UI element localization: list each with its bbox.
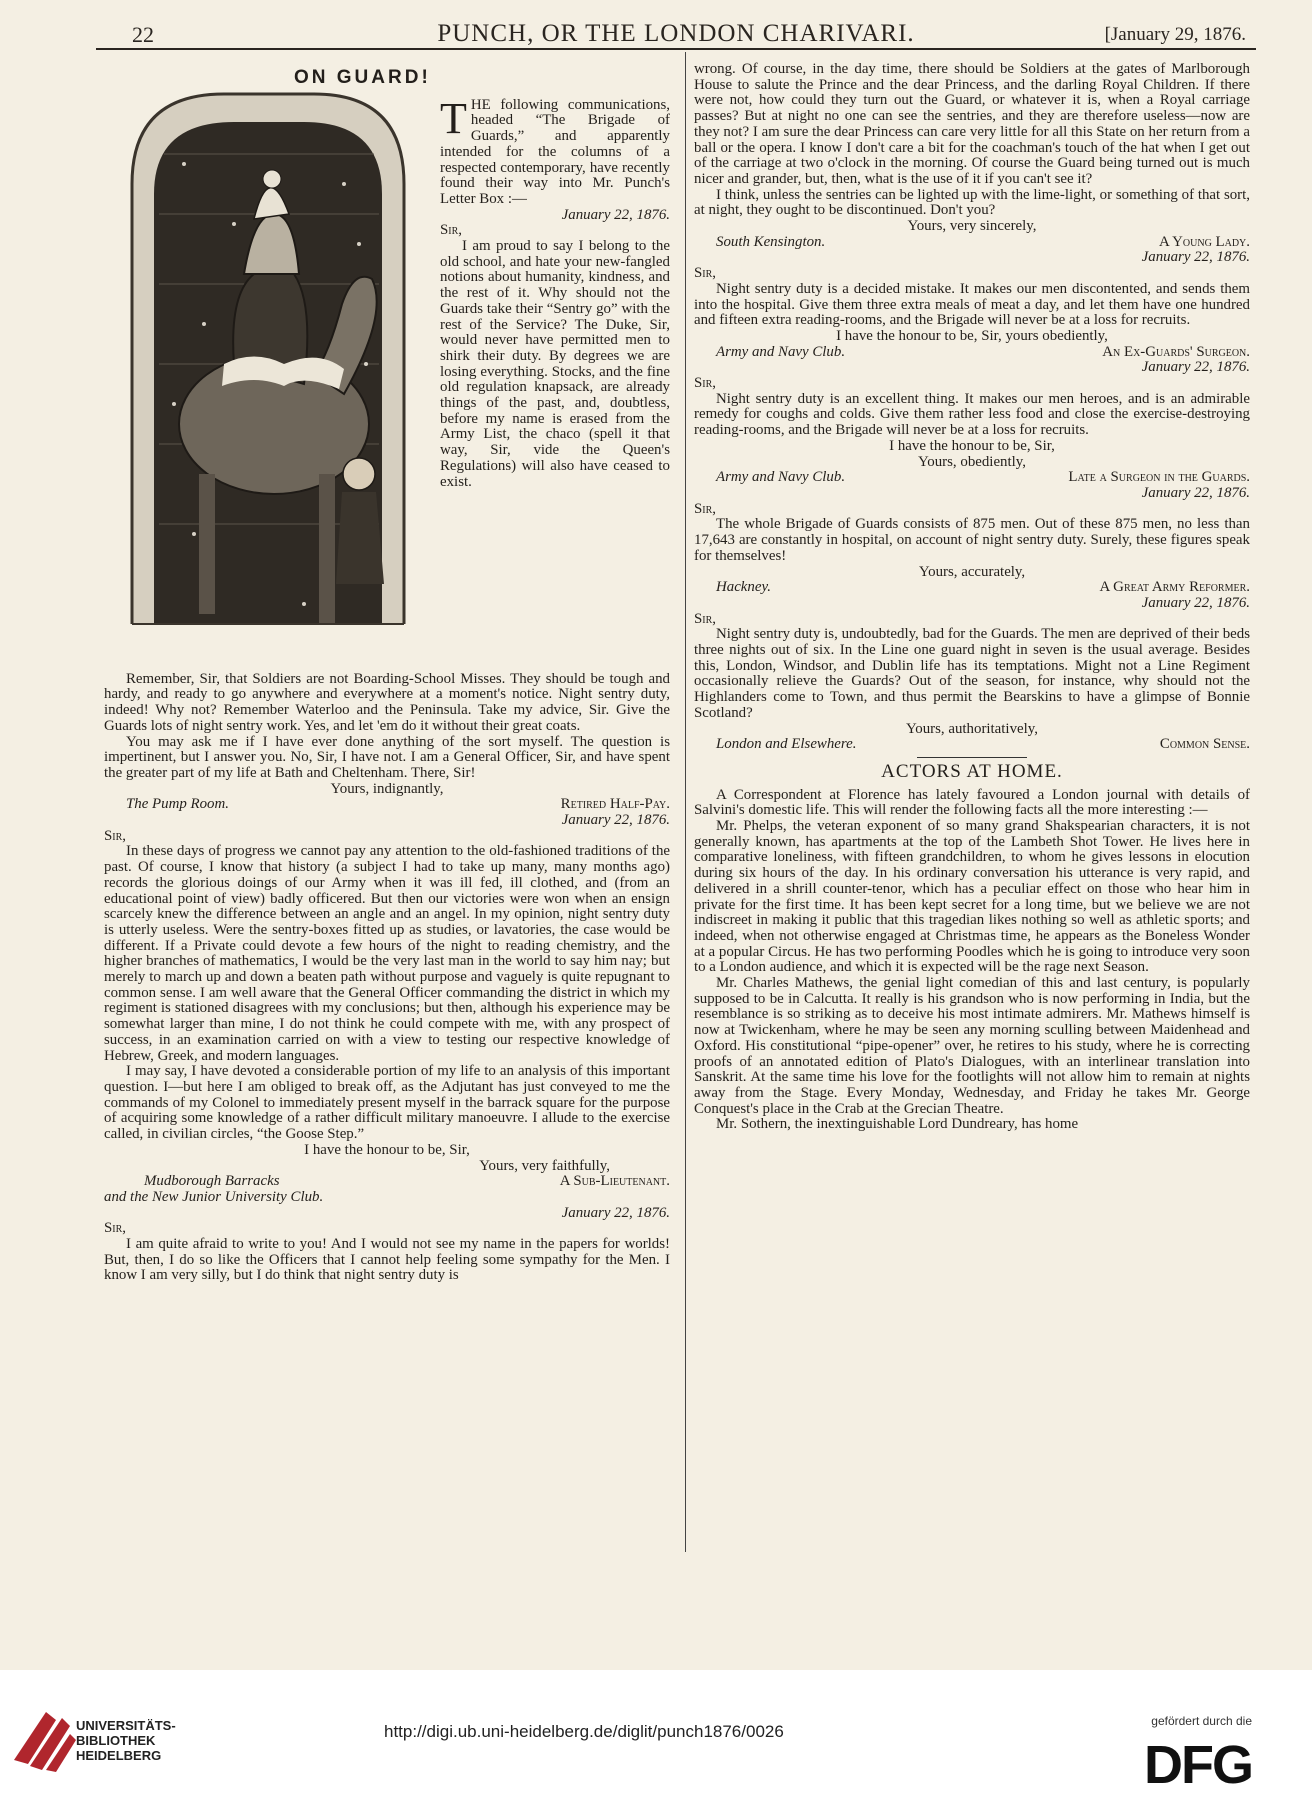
actors-paragraph-1: A Correspondent at Florence has lately favoured a London journal with details of Salvini's domestic life. This will render the following facts all the more interesting :—	[694, 786, 1250, 819]
intro-text: HE following communications, headed “The Brigade of Guards,” and apparently intended for the columns of a respected contemporary, have recently found their way into Mr. Punch's Letter Box :—	[440, 96, 670, 207]
letter1-paragraph-3: You may ask me if I have ever done anything of the sort myself. The question is impertinent, but I answer you. No, Sir, I have not. I am a General Officer, Sir, and have spent the greater part of my life at Bath and Cheltenham. There, Sir!	[104, 733, 670, 781]
letter6-signer: A Great Army Reformer.	[1099, 579, 1250, 596]
letter3-paragraph-2: I think, unless the sentries can be lighted up with the lime-light, or something of that sort, at night, they ought to be discontinued. Don't you?	[694, 186, 1250, 219]
letter3-body: I am quite afraid to write to you! And I would not see my name in the papers for worlds! But, then, I do so like the Officers that I cannot help feeling some sympathy for the Men. I know I am very silly, but I do think that night sentry duty is	[104, 1236, 670, 1284]
article-heading-on-guard: ON GUARD!	[294, 67, 431, 88]
letter2-signer: A Sub-Lieutenant.	[559, 1173, 670, 1190]
funder-label: gefördert durch die	[1151, 1714, 1252, 1728]
letter6-place: Hackney.	[716, 579, 771, 596]
actors-paragraph-3: Mr. Charles Mathews, the genial light comedian of this and last century, is popularly supposed to be in Calcutta. It really is his grandson who is now performing in India, but the resemblance is so striking as to deceive his most intimate admirers. Mr. Mathews himself is now at Twickenham, where he may be seen any morning sculling between Maidenhead and Oxford. His constitutional “pipe-opener” over, he retires to his study, where he is correcting proofs of an annotated edition of Plato's Dialogues, with an interlinear translation into Sanskrit. At the same time his love for the footlights will not allow him to remain at nights away from the Stage. Every Monday, Wednesday, and Friday he takes Mr. George Conquest's place in the Crab at the Grecian Theatre.	[694, 975, 1250, 1117]
letter5-closing-1: I have the honour to be, Sir,	[889, 437, 1055, 454]
letter2-closing-1: I have the honour to be, Sir,	[304, 1141, 470, 1158]
letter6-closing: Yours, accurately,	[918, 563, 1026, 580]
letter1-signature	[104, 797, 670, 813]
letter1-body: I am proud to say I belong to the old school, and hate your new-fangled notions about humanity, kindness, and the rest of it. Why should not the Guards take their “Sentry go” with the rest of the Service? The Duke, Sir, would never have permitted men to shirk their duty. By degrees we are losing everything. Stocks, and the fine old regulation knapsack, are already things of the past, and, doubtless, before my name is erased from the Army List, the chaco (spell it that way, Sir, vide the Queen's Regulations) will also have ceased to exist.	[440, 238, 670, 490]
letter2-place-2: and the New Junior University Club.	[104, 1188, 324, 1205]
letter6-date: January 22, 1876.	[1141, 484, 1250, 501]
digitization-footer	[0, 1670, 1312, 1797]
header-rule	[96, 48, 1256, 50]
library-name-line-2: BIBLIOTHEK	[76, 1733, 156, 1748]
letter2-body: In these days of progress we cannot pay any attention to the old-fashioned traditions of the past. Of course, I know that history (a subject I had to take up many, many months ago) records the glorious doings of our Army when it was ill fed, ill clothed, and (from an educational point of view) badly officered. But then our victories were won when an ensign scarcely knew the difference between an angle and an angel. In my opinion, night sentry duty is utterly useless. Were the sentry-boxes fitted up as studies, or lavatories, the case would be different. If a Private could devote a few hours of the night to reading chemistry, and the higher branches of mathematics, I would be the very last man in the world to say him nay; but merely to march up and down a beaten path without purpose and vaguely is quite repugnant to common sense. I am well aware that the General Officer commanding the district in which my regiment is stationed disagrees with my conclusions; but then, although his experience may be somewhat larger than mine, I do not think he could compete with me, with any prospect of success, in an examination carried on with a view to testing our respective knowledge of Hebrew, Greek, and modern languages.	[104, 843, 670, 1064]
letter1-date: January 22, 1876.	[561, 206, 670, 223]
illustration-guardsman	[104, 64, 430, 668]
letter5-signer: Late a Surgeon in the Guards.	[1068, 469, 1250, 486]
letter5-body: Night sentry duty is an excellent thing. It makes our men heroes, and is an admirable remedy for coughs and colds. Give them rather less food and close the exercise-destroying reading-rooms, and the Brigade will never be at a loss for recruits.	[694, 390, 1250, 439]
library-name-line-3: HEIDELBERG	[76, 1748, 162, 1763]
letter5-place: Army and Navy Club.	[716, 469, 846, 486]
page-header	[96, 16, 1256, 50]
funder-logo: DFG	[1144, 1735, 1252, 1795]
column-right	[694, 62, 1250, 1133]
letter1-signer: Retired Half-Pay.	[560, 796, 670, 813]
letter1-paragraph-2: Remember, Sir, that Soldiers are not Boarding-School Misses. They should be tough and hardy, and ready to go anywhere and everywhere at a moment's notice. Night sentry duty, indeed! Why not? Remember Waterloo and the Peninsula. Take my advice, Sir. Give the Guards lots of night sentry work. Yes, and let 'em do it without their great coats.	[104, 670, 670, 734]
actors-paragraph-4: Mr. Sothern, the inextinguishable Lord Dundreary, has home	[716, 1116, 1079, 1133]
letter4-signer: An Ex-Guards' Surgeon.	[1102, 343, 1250, 360]
letter4-place: Army and Navy Club.	[716, 343, 846, 360]
letter5-date: January 22, 1876.	[1141, 359, 1250, 376]
masthead-title: PUNCH, OR THE LONDON CHARIVARI.	[437, 20, 915, 47]
library-name-line-1: UNIVERSITÄTS-	[76, 1718, 176, 1733]
drop-cap: T	[440, 93, 467, 143]
letter6-body: The whole Brigade of Guards consists of 875 men. Out of these 875 men, no less than 17,643 are constantly in hospital, on account of night sentry duty. Surely, these figures speak for themselves!	[694, 516, 1250, 564]
letter1-closing: Yours, indignantly,	[330, 780, 444, 797]
letter7-closing: Yours, authoritatively,	[906, 720, 1038, 737]
letter3-closing: Yours, very sincerely,	[907, 218, 1037, 235]
letter4-signature	[694, 345, 1250, 361]
letter5-salutation: Sir,	[694, 375, 717, 392]
letter7-salutation: Sir,	[694, 610, 717, 627]
section-divider	[917, 757, 1027, 758]
letter7-place: London and Elsewhere.	[716, 736, 857, 753]
column-left	[104, 62, 670, 1284]
letter3-date: January 22, 1876.	[561, 1204, 670, 1221]
letter7-body: Night sentry duty is, undoubtedly, bad for the Guards. The men are deprived of their beds three nights out of six. In the Line one guard night in seven is the usual average. Besides this, London, Windsor, and Dublin life has its temptations. Might not a Line Regiment occasionally relieve the Guards? Out of the season, for instance, why should not the Highlanders come to Town, and thus permit the Bearskins to have a glimpse of Bonnie Scotland?	[694, 626, 1250, 721]
letter2-paragraph-2: I may say, I have devoted a considerable portion of my life to an analysis of this important question. I—but here I am obliged to break off, as the Adjutant has just conveyed to me the commands of my Colonel to immediately present myself in the barrack square for the purpose of acquiring some knowledge of a rather difficult military manoeuvre. I allude to the exercise called, in civilian circles, “the Goose Step.”	[104, 1063, 670, 1143]
letter3-signature	[694, 235, 1250, 251]
letter4-date: January 22, 1876.	[1141, 249, 1250, 266]
letter3-salutation: Sir,	[104, 1220, 127, 1237]
column-separator	[685, 52, 686, 1552]
letter3-continued: wrong. Of course, in the day time, there should be Soldiers at the gates of Marlborough House to salute the Prince and the dear Princess, and the darling Royal Children. If there were not, how could they turn out the Guard, or whatever it is, when a Royal carriage passes? But at night no one can see the sentries, and they are therefore useless—now are they not? I am sure the dear Princess can care very little for all this State on her return from a ball or the opera. I know I don't care a bit for the coachman's touch of the hat when I get out of the carriage at two o'clock in the morning. Of course the Guard being turned out is much nicer and grander, but, then, what is the use of it if you can't see it?	[694, 61, 1250, 187]
letter7-date: January 22, 1876.	[1141, 594, 1250, 611]
article-heading-actors-at-home: ACTORS AT HOME.	[881, 760, 1063, 782]
letter7-signer: Common Sense.	[1159, 736, 1250, 753]
letter4-closing: I have the honour to be, Sir, yours obediently,	[836, 327, 1108, 344]
letter4-body: Night sentry duty is a decided mistake. It makes our men discontented, and sends them into the hospital. Give them three extra meals of meat a day, and let them have one hundred and fifteen extra reading-rooms, and the Brigade will never be at a loss for recruits.	[694, 280, 1250, 329]
letter3-place: South Kensington.	[716, 233, 826, 250]
library-name	[76, 1718, 176, 1763]
source-url-link[interactable]: http://digi.ub.uni-heidelberg.de/diglit/punch1876/0026	[384, 1722, 784, 1741]
letter7-signature	[694, 737, 1250, 753]
letter4-salutation: Sir,	[694, 265, 717, 282]
letter2-salutation: Sir,	[104, 827, 127, 844]
letter6-salutation: Sir,	[694, 500, 717, 517]
letter6-signature	[694, 580, 1250, 596]
letter5-signature	[694, 470, 1250, 486]
letter5-closing-2: Yours, obediently,	[918, 453, 1026, 470]
letter2-signature	[104, 1174, 670, 1190]
letter1-place: The Pump Room.	[126, 796, 229, 813]
letter3-signer: A Young Lady.	[1159, 233, 1250, 250]
letter1-salutation: Sir,	[440, 222, 463, 239]
letter2-date: January 22, 1876.	[561, 812, 670, 829]
letter2-closing-2: Yours, very faithfully,	[479, 1157, 610, 1174]
letter2-place: Mudborough Barracks	[144, 1173, 280, 1190]
actors-paragraph-2: Mr. Phelps, the veteran exponent of so many grand Shakspearian characters, it is not generally known, has apartments at the top of the Lambeth Shot Tower. He lives here in comparative loneliness, with fifteen grandchildren, to whom he gives lessons in elocution during six hours of the day. In his ordinary conversation his utterance is very rapid, and delivered in a shrill counter-tenor, which has a peculiar effect on those who hear him in private for the first time. It has been kept secret for a long time, but we believe we are not indiscreet in making it public that this tragedian likes nothing so well as athletic sports; and indeed, when not otherwise engaged at Christmas time, he appears as the Boneless Wonder at a popular Circus. He has two performing Poodles which he is going to introduce very soon to a London audience, and which it is expected will be the rage next Season.	[694, 818, 1250, 976]
page-number: 22	[132, 22, 154, 47]
issue-date: [January 29, 1876.	[1104, 24, 1246, 45]
